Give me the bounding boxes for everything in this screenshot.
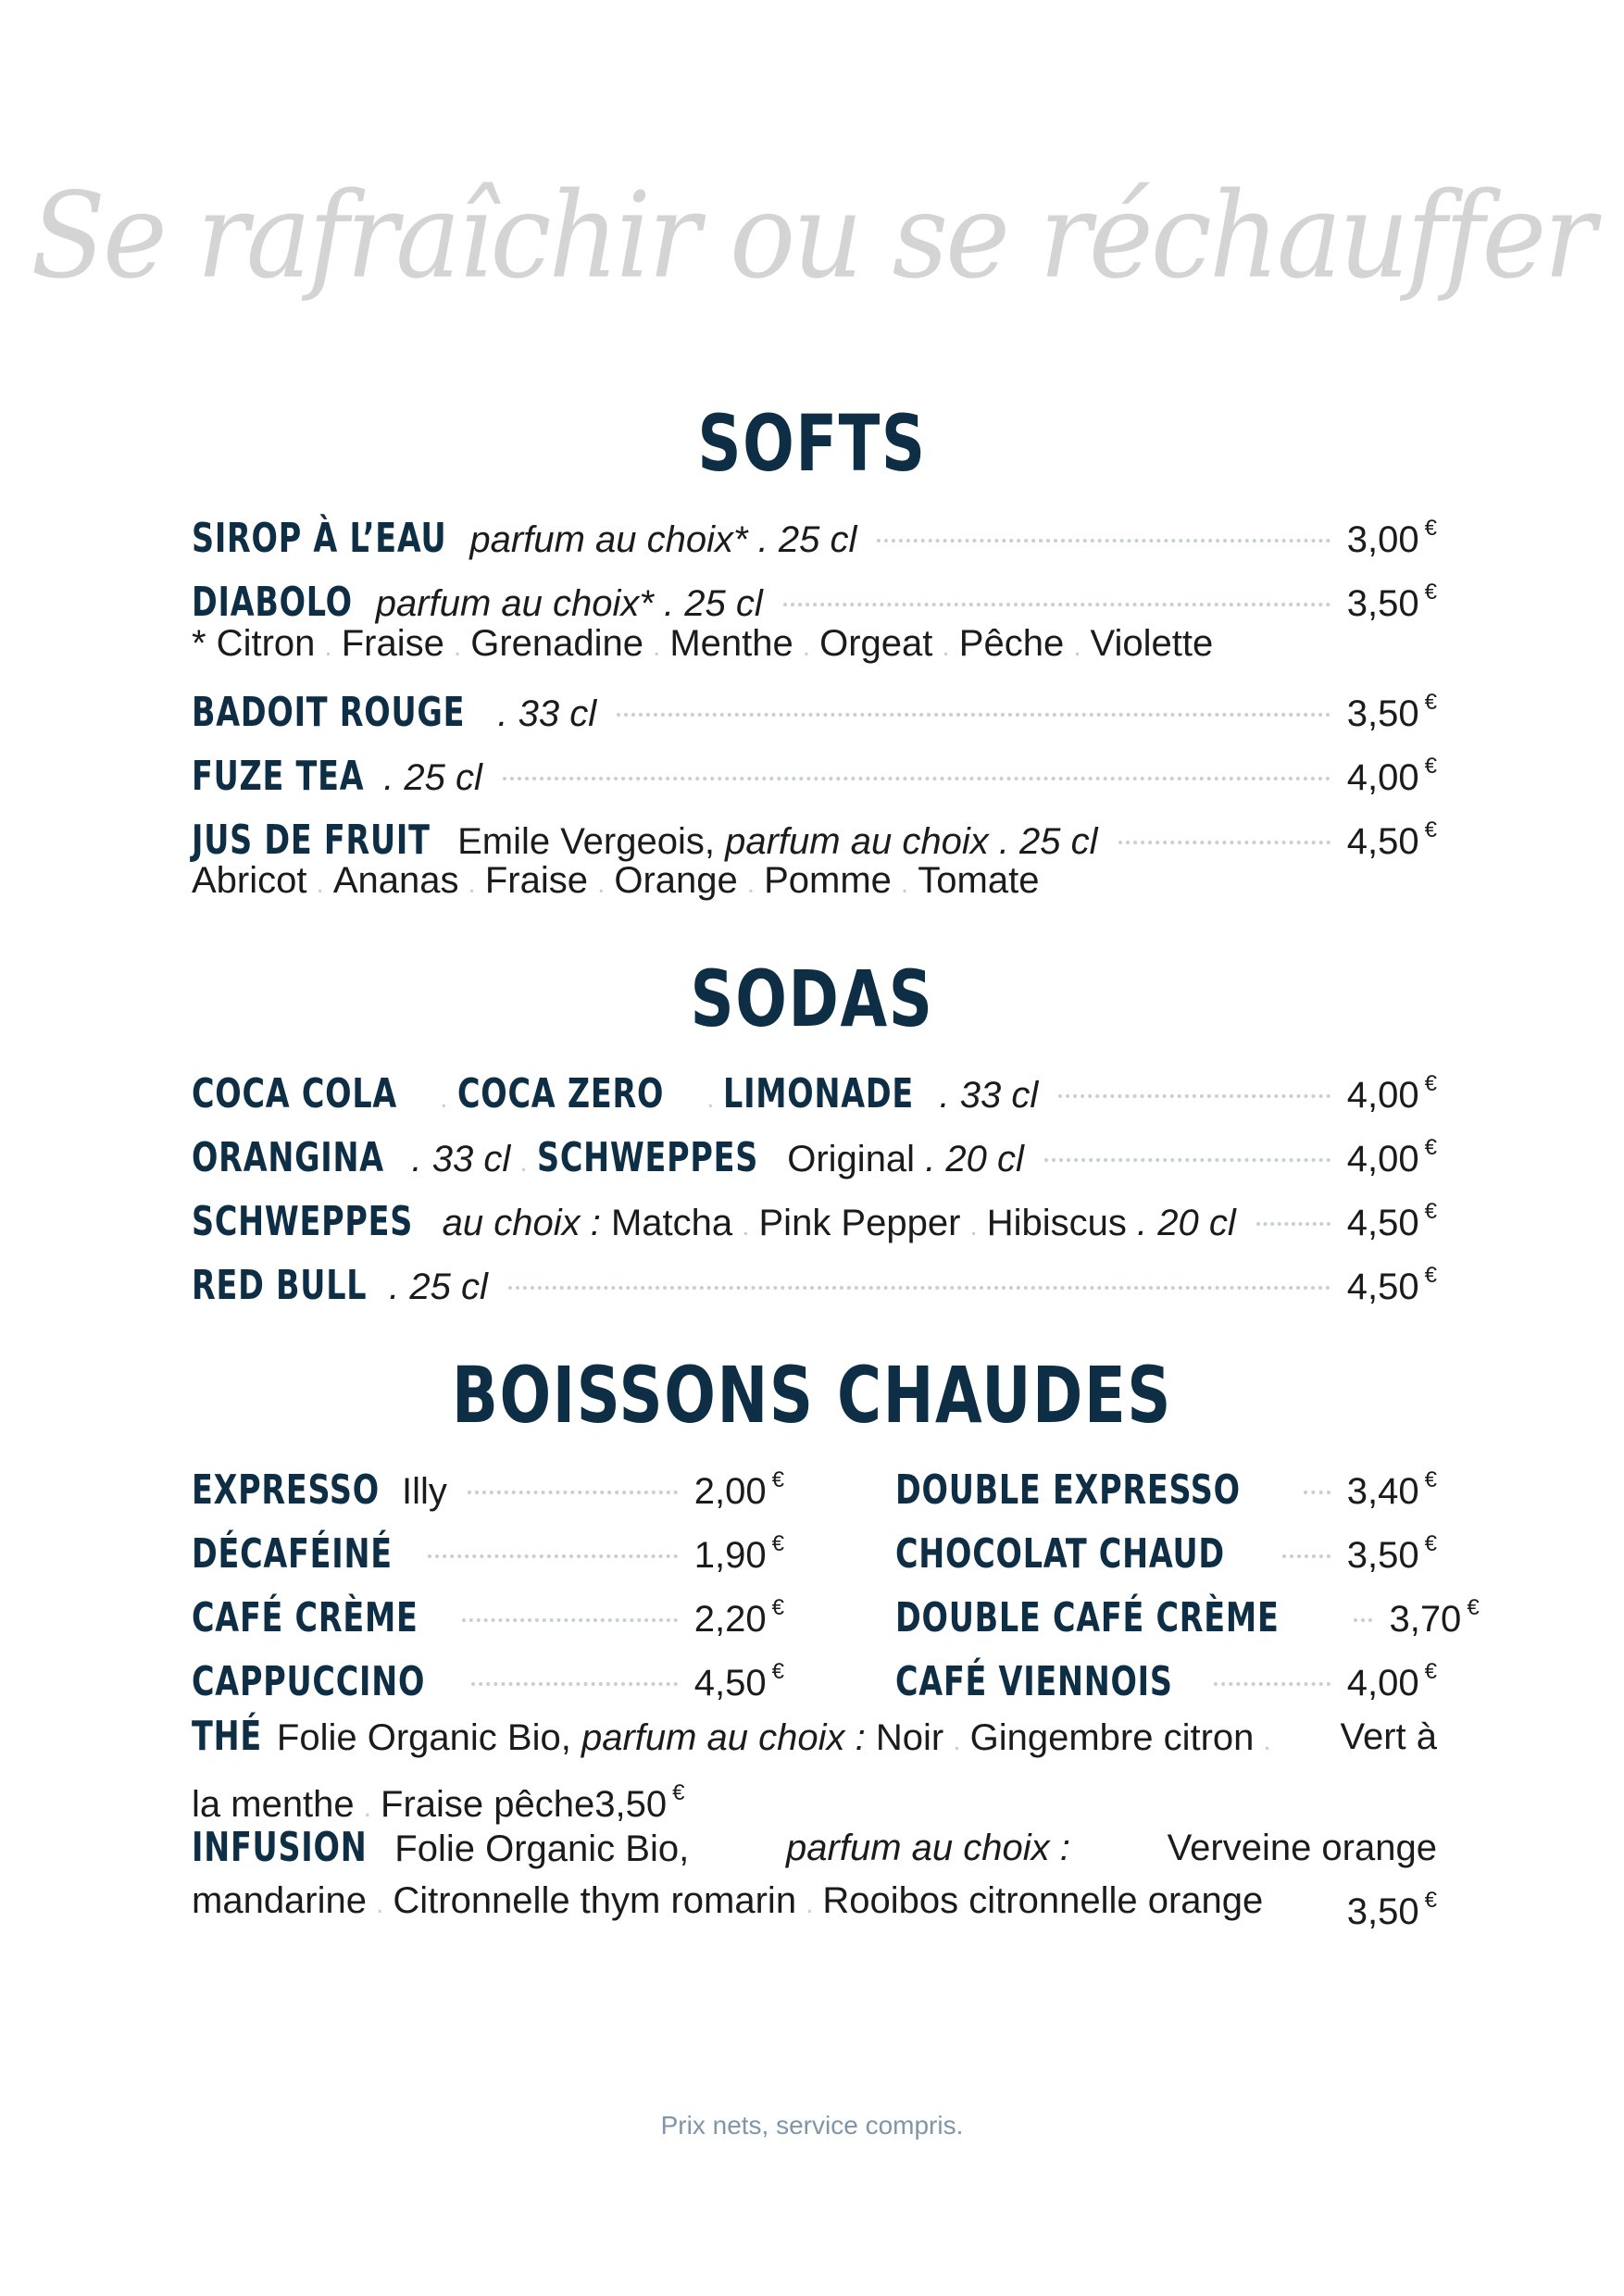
menu-item-orangina-schweppes <box>192 1119 1437 1181</box>
item-name: FUZE TEA <box>192 753 365 800</box>
separator-dot: . <box>597 868 606 899</box>
flavor: Menthe <box>669 623 793 664</box>
euro-sign: € <box>1424 1135 1437 1160</box>
item-name: DÉCAFÉINÉ <box>192 1530 393 1578</box>
fruit: Ananas <box>332 860 459 901</box>
fruit: Pomme <box>764 860 892 901</box>
infusion-line-1 <box>192 1822 1437 1875</box>
item-desc: . 33 cl <box>411 1139 511 1179</box>
item-name: CAFÉ VIENNOIS <box>895 1658 1173 1705</box>
fruit: Abricot <box>192 860 307 901</box>
separator-dot: . <box>1073 631 1081 662</box>
menu-item-cafe-creme <box>192 1579 784 1641</box>
item-desc: parfum au choix : <box>786 1828 1070 1868</box>
dot-leader <box>1118 841 1330 844</box>
item-price: 2,00 <box>693 1471 767 1512</box>
euro-sign: € <box>1424 1467 1437 1492</box>
item-price: 3,40 <box>1346 1471 1419 1512</box>
item-brand: Emile Vergeois, <box>457 821 715 862</box>
euro-sign: € <box>1424 690 1437 715</box>
separator-dot: . <box>746 868 756 899</box>
euro-sign: € <box>1424 754 1437 779</box>
item-name: DOUBLE EXPRESSO <box>895 1466 1241 1514</box>
dot-leader <box>503 777 1330 780</box>
dot-leader <box>1354 1618 1372 1622</box>
separator-dot: . <box>942 631 950 662</box>
item-name: SCHWEPPES <box>536 1134 758 1181</box>
item-price: 4,50 <box>1346 1267 1419 1307</box>
dot-leader <box>428 1554 677 1558</box>
euro-sign: € <box>771 1467 784 1492</box>
item-name: THÉ <box>192 1713 262 1760</box>
flavor: Fraise <box>341 623 444 664</box>
item-price: 2,20 <box>693 1599 767 1640</box>
menu-item-expresso <box>192 1452 784 1514</box>
item-name: EXPRESSO <box>192 1466 380 1514</box>
item-name: DIABOLO <box>192 579 353 626</box>
menu-item-cafe-viennois <box>895 1643 1437 1705</box>
option: Matcha <box>610 1203 733 1243</box>
dot-leader <box>783 603 1330 606</box>
sodas-title: SODAS <box>690 954 934 1044</box>
dot-leader <box>462 1618 678 1622</box>
item-price: 3,70 <box>1389 1599 1462 1640</box>
item-desc: . 25 cl <box>383 757 482 798</box>
item-name: ORANGINA <box>192 1134 384 1181</box>
item-brand: Illy <box>401 1471 447 1512</box>
separator-dot: . <box>742 1211 750 1242</box>
flavor: Violette <box>1090 623 1214 664</box>
separator-dot: . <box>706 1083 715 1114</box>
item-desc: au choix : <box>442 1203 601 1243</box>
item-desc: parfum au choix* . 25 cl <box>469 519 857 560</box>
infusion-line-2 <box>192 1875 1437 1938</box>
menu-item-double-cafe-creme <box>895 1579 1480 1641</box>
item-price: 4,50 <box>693 1663 767 1703</box>
option: Citronnelle thym romarin <box>393 1880 797 1921</box>
menu-item-the <box>192 1711 1437 1834</box>
option: Verveine orange <box>1167 1828 1437 1868</box>
euro-sign: € <box>1424 580 1437 605</box>
menu-item-cola-limonade <box>192 1055 1437 1117</box>
item-price: 4,00 <box>1346 757 1419 798</box>
euro-sign: € <box>1424 1199 1437 1224</box>
menu-item-badoit <box>192 674 1437 736</box>
fruit: Tomate <box>918 860 1040 901</box>
option: Noir <box>875 1717 944 1758</box>
menu-item-decafeine <box>192 1516 784 1578</box>
item-brand: Original <box>787 1139 916 1179</box>
item-name: LIMONADE <box>723 1070 915 1117</box>
separator-dot: . <box>806 1889 814 1919</box>
euro-sign: € <box>1424 1531 1437 1556</box>
sirop-flavors <box>192 615 1437 676</box>
euro-sign: € <box>1467 1595 1480 1620</box>
item-name: CAPPUCCINO <box>192 1658 426 1705</box>
item-price: 3,50 <box>1346 1891 1419 1932</box>
flavor: Grenadine <box>470 623 644 664</box>
boissons-chaudes-title: BOISSONS CHAUDES <box>451 1350 1173 1441</box>
option: la menthe <box>192 1784 355 1825</box>
item-price: 3,00 <box>1346 519 1419 560</box>
menu-item-cappuccino <box>192 1643 784 1705</box>
item-brand: Folie Organic Bio, <box>276 1717 571 1758</box>
fruit: Fraise <box>484 860 588 901</box>
dot-leader <box>508 1286 1330 1290</box>
item-brand: Folie Organic Bio, <box>394 1828 690 1869</box>
dot-leader <box>1214 1682 1330 1686</box>
item-name: JUS DE FRUIT <box>192 817 431 864</box>
footer-note: Prix nets, service compris. <box>660 2111 964 2140</box>
separator-dot: . <box>519 1147 528 1178</box>
option: Gingembre citron <box>969 1717 1255 1758</box>
item-name: DOUBLE CAFÉ CRÈME <box>895 1594 1280 1641</box>
menu-item-schweppes-au-choix <box>192 1183 1437 1245</box>
separator-dot: . <box>953 1726 961 1756</box>
option: Rooibos citronnelle orange <box>822 1880 1264 1921</box>
juice-flavors <box>192 852 1437 913</box>
dot-leader <box>468 1491 678 1494</box>
dot-leader <box>1044 1158 1330 1162</box>
separator-dot: . <box>900 868 909 899</box>
item-price: 3,50 <box>1346 693 1419 734</box>
item-desc: . 33 cl <box>939 1075 1039 1116</box>
item-price: 1,90 <box>693 1535 767 1576</box>
softs-title: SOFTS <box>697 398 927 489</box>
menu-item-fuze-tea <box>192 738 1437 800</box>
menu-item-chocolat-chaud <box>895 1516 1437 1578</box>
item-name: SIROP À L’EAU <box>192 515 447 562</box>
the-line-1 <box>192 1711 1437 1767</box>
dot-leader <box>877 539 1330 543</box>
flavor: Pêche <box>958 623 1065 664</box>
item-name: CHOCOLAT CHAUD <box>895 1530 1225 1578</box>
dot-leader <box>1058 1094 1330 1098</box>
item-name: RED BULL <box>192 1262 368 1309</box>
item-desc: . 25 cl <box>389 1267 488 1307</box>
separator-dot: . <box>440 1083 448 1114</box>
item-price: 4,00 <box>1346 1663 1419 1703</box>
option: Fraise pêche <box>381 1784 595 1825</box>
separator-dot: . <box>376 1889 384 1919</box>
item-name: COCA ZERO <box>456 1070 664 1117</box>
euro-sign: € <box>771 1595 784 1620</box>
euro-sign: € <box>771 1531 784 1556</box>
menu-item-infusion <box>192 1822 1437 1938</box>
dot-leader <box>1304 1491 1330 1494</box>
separator-dot: . <box>363 1792 372 1823</box>
flavor: Orgeat <box>819 623 933 664</box>
separator-dot: . <box>802 631 811 662</box>
separator-dot: . <box>453 631 462 662</box>
dot-leader <box>1256 1222 1330 1226</box>
option: Vert à <box>1340 1716 1437 1757</box>
separator-dot: . <box>1263 1726 1271 1756</box>
option: Pink Pepper <box>758 1203 961 1243</box>
euro-sign: € <box>1424 1263 1437 1288</box>
item-name: BADOIT ROUGE <box>192 689 466 736</box>
option: mandarine <box>192 1880 368 1921</box>
euro-sign: € <box>672 1780 685 1805</box>
separator-dot: . <box>969 1211 978 1242</box>
item-desc: parfum au choix . 25 cl <box>725 821 1098 862</box>
item-name: COCA COLA <box>192 1070 398 1117</box>
menu-item-diabolo <box>192 564 1437 626</box>
separator-dot: . <box>653 631 661 662</box>
item-desc: parfum au choix* . 25 cl <box>375 583 763 624</box>
item-price: 4,00 <box>1346 1139 1419 1179</box>
euro-sign: € <box>1424 516 1437 541</box>
separator-dot: . <box>316 868 324 899</box>
item-price: 4,50 <box>1346 1203 1419 1243</box>
menu-item-red-bull <box>192 1247 1437 1309</box>
euro-sign: € <box>1424 817 1437 842</box>
item-desc: . 33 cl <box>497 693 597 734</box>
dot-leader <box>471 1682 678 1686</box>
script-title: Se rafraîchir ou se réchauffer <box>31 166 1593 305</box>
item-price: 3,50 <box>1346 1535 1419 1576</box>
item-name: CAFÉ CRÈME <box>192 1594 418 1641</box>
item-desc: parfum au choix : <box>581 1717 866 1758</box>
item-name: INFUSION <box>192 1824 368 1871</box>
fruit: Orange <box>614 860 738 901</box>
item-price: 3,50 <box>1346 583 1419 624</box>
euro-sign: € <box>1424 1888 1437 1913</box>
euro-sign: € <box>1424 1071 1437 1096</box>
separator-dot: . <box>468 868 476 899</box>
option: Hibiscus <box>986 1203 1127 1243</box>
dot-leader <box>617 713 1330 717</box>
menu-item-sirop <box>192 500 1437 562</box>
item-price: 3,50 <box>594 1784 668 1825</box>
item-name: SCHWEPPES <box>192 1198 414 1245</box>
euro-sign: € <box>771 1659 784 1684</box>
item-price: 4,50 <box>1346 821 1419 862</box>
menu-item-jus-de-fruit <box>192 802 1437 864</box>
dot-leader <box>1282 1554 1330 1558</box>
flavor-note: * Citron <box>192 623 316 664</box>
separator-dot: . <box>324 631 332 662</box>
menu-item-double-expresso <box>895 1452 1437 1514</box>
item-desc: . 20 cl <box>925 1139 1024 1179</box>
item-size: . 20 cl <box>1137 1203 1236 1243</box>
euro-sign: € <box>1424 1659 1437 1684</box>
item-price: 4,00 <box>1346 1075 1419 1116</box>
